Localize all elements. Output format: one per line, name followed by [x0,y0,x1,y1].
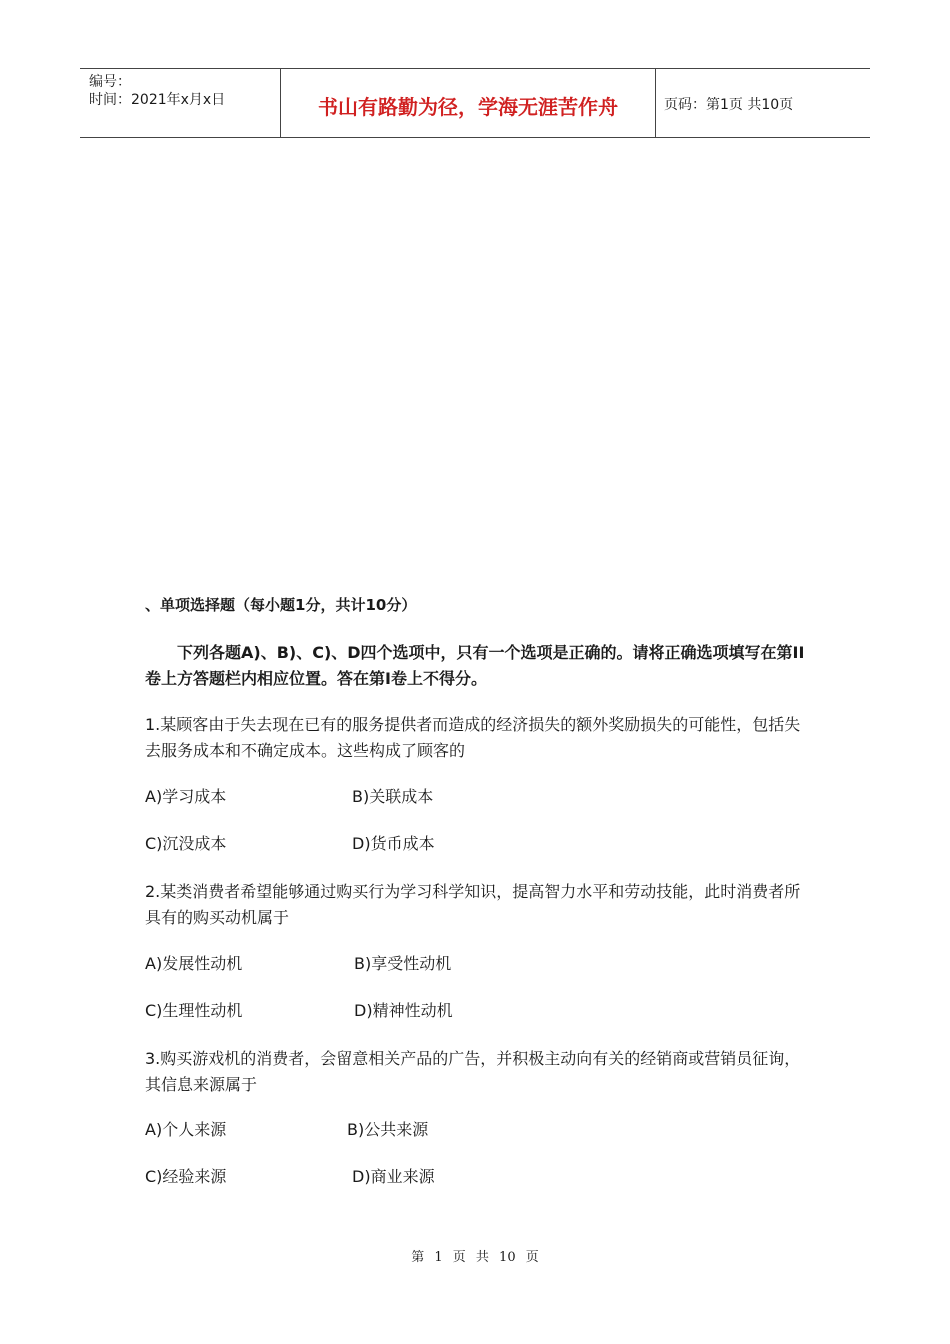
question-1-option-d: D)货币成本 [352,834,435,853]
question-1: 1.某顾客由于失去现在已有的服务提供者而造成的经济损失的额外奖励损失的可能性，包括失去服务成本和不确定成本。这些构成了顾客的 [145,715,801,760]
question-3-option-b: B)公共来源 [347,1120,429,1139]
section-title: 、单项选择题（每小题1分，共计10分） [145,596,417,614]
question-1-option-b: B)关联成本 [352,787,434,806]
code-label: 编号： [89,74,131,90]
question-1-option-a: A)学习成本 [145,787,227,806]
header-meta-cell [80,69,280,137]
question-2-option-c: C)生理性动机 [145,1001,243,1020]
question-3-option-d: D)商业来源 [352,1167,435,1186]
time-label: 时间：2021年x月x日 [89,92,226,108]
page-info: 页码：第1页 共10页 [664,97,794,113]
motto: 书山有路勤为径，学海无涯苦作舟 [318,95,618,119]
question-2: 2.某类消费者希望能够通过购买行为学习科学知识，提高智力水平和劳动技能，此时消费者所具有的购买动机属于 [145,882,801,927]
question-3-option-a: A)个人来源 [145,1120,227,1139]
header-motto-cell [280,69,656,137]
question-3-option-c: C)经验来源 [145,1167,227,1186]
question-2-option-b: B)享受性动机 [354,954,452,973]
question-2-option-d: D)精神性动机 [354,1001,453,1020]
page-footer: 第 1 页 共 10 页 [411,1250,539,1265]
question-2-option-a: A)发展性动机 [145,954,243,973]
question-3: 3.购买游戏机的消费者，会留意相关产品的广告，并积极主动向有关的经销商或营销员征询，其信息来源属于 [145,1049,801,1094]
header-page-cell [655,69,870,137]
section-instructions: 下列各题A)、B)、C)、D四个选项中，只有一个选项是正确的。请将正确选项填写在第II卷上方答题栏内相应位置。答在第I卷上不得分。 [145,643,805,688]
question-1-option-c: C)沉没成本 [145,834,227,853]
header-table [80,68,870,138]
